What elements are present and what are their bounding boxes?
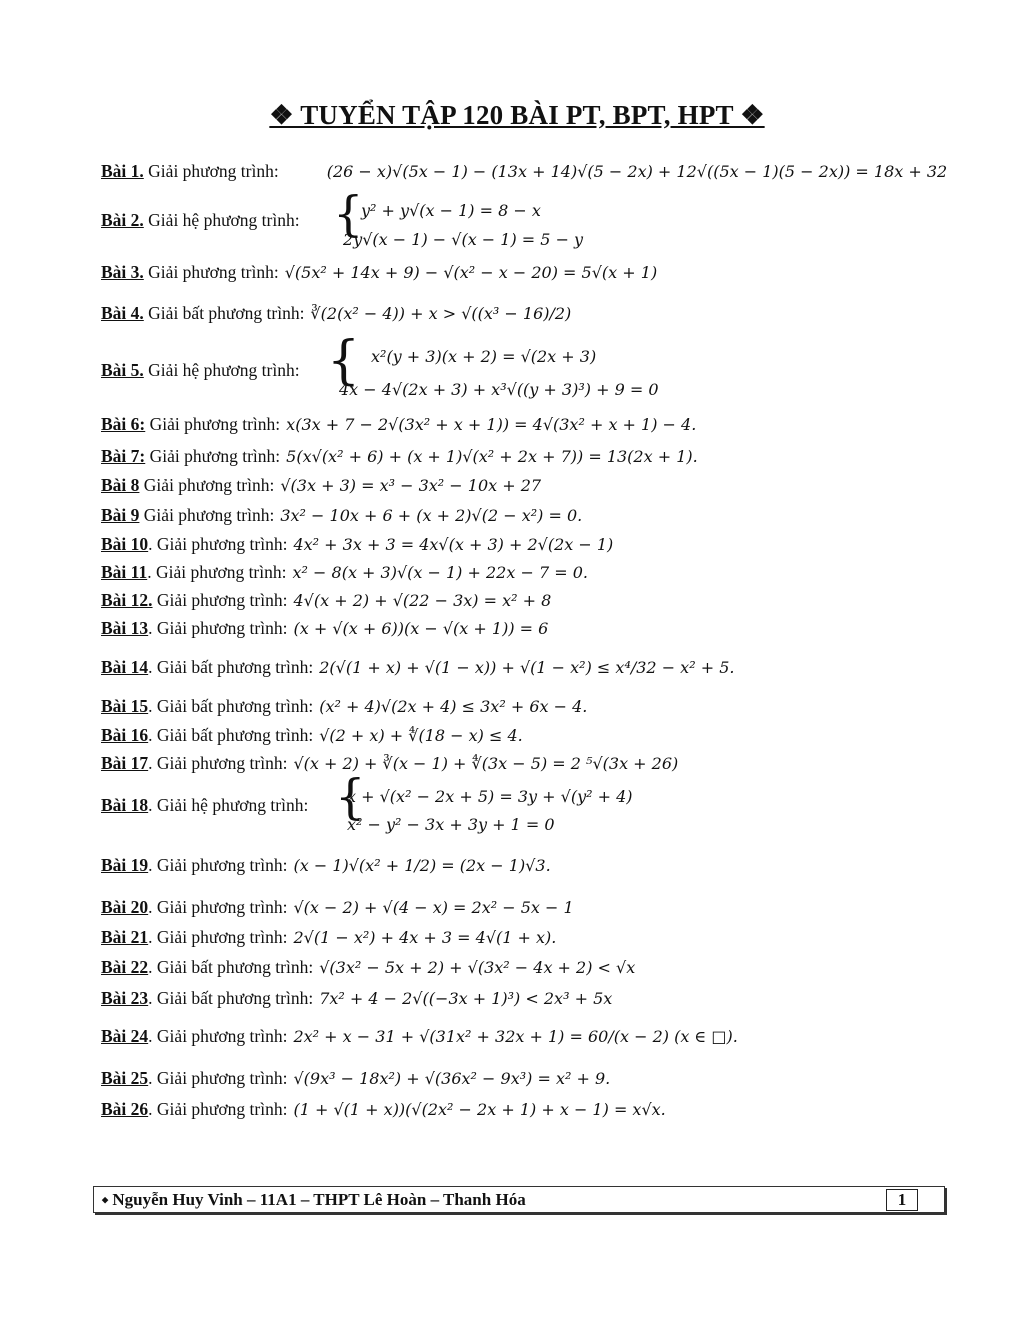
- problem-label: Bài 7:: [101, 446, 146, 466]
- problem-expression: 7x² + 4 − 2√((−3x + 1)³) < 2x³ + 5x: [319, 989, 613, 1008]
- system-line-1: x + √(x² − 2x + 5) = 3y + √(y² + 4): [347, 787, 633, 806]
- problem-expression: √(x + 2) + ∛(x − 1) + ∜(3x − 5) = 2 ⁵√(3x + 26): [293, 754, 679, 773]
- problem-expression: 2x² + x − 31 + √(31x² + 32x + 1) = 60/(x − 2) (x ∈ □).: [293, 1027, 738, 1046]
- problem-25: [101, 1070, 610, 1088]
- problem-prefix: . Giải phương trình:: [148, 1099, 288, 1119]
- problem-prefix: . Giải phương trình:: [148, 897, 288, 917]
- problem-expression: √(5x² + 14x + 9) − √(x² − x − 20) = 5√(x + 1): [284, 263, 658, 282]
- problem-prefix: . Giải phương trình:: [148, 534, 288, 554]
- problem-16: [101, 727, 523, 745]
- problem-expression: √(3x² − 5x + 2) + √(3x² − 4x + 2) < √x: [319, 958, 636, 977]
- problem-3: [101, 264, 657, 282]
- problem-prefix: . Giải phương trình:: [148, 1068, 288, 1088]
- problem-label: Bài 2.: [101, 210, 144, 230]
- problem-prefix: . Giải phương trình:: [148, 927, 288, 947]
- problem-label: Bài 15: [101, 696, 149, 716]
- problem-expression: 5(x√(x² + 6) + (x + 1)√(x² + 2x + 7)) = 13(2x + 1).: [286, 447, 698, 466]
- problem-label: Bài 12.: [101, 590, 153, 610]
- problem-label: Bài 19: [101, 855, 149, 875]
- problem-6: [101, 416, 696, 434]
- problem-label: Bài 24: [101, 1026, 149, 1046]
- problem-11: [101, 564, 588, 582]
- problem-prefix: . Giải bất phương trình:: [148, 957, 314, 977]
- problem-label: Bài 26: [101, 1099, 149, 1119]
- problem-prefix: Giải phương trình:: [139, 475, 275, 495]
- problem-17: [101, 755, 678, 773]
- problem-label: Bài 3.: [101, 262, 144, 282]
- problem-10: [101, 536, 613, 554]
- problem-expression: 4x² + 3x + 3 = 4x√(x + 3) + 2√(2x − 1): [293, 535, 614, 554]
- problem-prefix: . Giải phương trình:: [148, 618, 288, 638]
- problem-13: [101, 620, 548, 638]
- problem-24: [101, 1028, 738, 1046]
- problem-9: [101, 507, 582, 525]
- problem-prefix: . Giải hệ phương trình:: [148, 795, 309, 815]
- system-line-2: x² − y² − 3x + 3y + 1 = 0: [347, 815, 555, 834]
- problem-expression: 2√(1 − x²) + 4x + 3 = 4√(1 + x).: [293, 928, 557, 947]
- page-footer: [93, 1186, 945, 1213]
- problem-expression: (26 − x)√(5x − 1) − (13x + 14)√(5 − 2x) + 12√((5x − 1)(5 − 2x)) = 18x + 32: [326, 162, 948, 181]
- problem-18-system: [335, 769, 635, 835]
- problem-expression: 2(√(1 + x) + √(1 − x)) + √(1 − x²) ≤ x⁴/32 − x² + 5.: [319, 658, 735, 677]
- problem-label: Bài 10: [101, 534, 149, 554]
- problem-label: Bài 8: [101, 475, 140, 495]
- problem-prefix: Giải phương trình:: [145, 446, 281, 466]
- system-line-1: x²(y + 3)(x + 2) = √(2x + 3): [371, 347, 597, 366]
- problem-prefix: . Giải phương trình:: [148, 753, 288, 773]
- problem-7: [101, 448, 698, 466]
- problem-18: [101, 797, 308, 815]
- footer-author: ⬩ Nguyễn Huy Vinh – 11A1 – THPT Lê Hoàn – Thanh Hóa: [102, 1190, 526, 1209]
- left-brace: {: [327, 331, 361, 391]
- problem-5: [101, 362, 300, 380]
- problem-prefix: Giải hệ phương trình:: [143, 360, 300, 380]
- problem-prefix: . Giải phương trình:: [147, 562, 287, 582]
- problem-label: Bài 18: [101, 795, 149, 815]
- problem-expression: 4√(x + 2) + √(22 − 3x) = x² + 8: [293, 591, 552, 610]
- problem-prefix: . Giải bất phương trình:: [148, 725, 314, 745]
- problem-prefix: Giải phương trình:: [143, 262, 279, 282]
- problem-expression: ∛(2(x² − 4)) + x > √((x³ − 16)/2): [310, 304, 572, 323]
- problem-1: [101, 163, 947, 181]
- problem-expression: (x − 1)√(x² + 1/2) = (2x − 1)√3.: [293, 856, 551, 875]
- problem-label: Bài 14: [101, 657, 149, 677]
- problem-prefix: Giải phương trình:: [152, 590, 288, 610]
- problem-prefix: . Giải bất phương trình:: [148, 696, 314, 716]
- problem-label: Bài 9: [101, 505, 140, 525]
- problem-label: Bài 16: [101, 725, 149, 745]
- problem-prefix: . Giải phương trình:: [148, 855, 288, 875]
- problem-prefix: Giải phương trình:: [143, 161, 279, 181]
- problem-expression: √(x − 2) + √(4 − x) = 2x² − 5x − 1: [293, 898, 574, 917]
- page-number: 1: [886, 1189, 918, 1211]
- problem-4: [101, 305, 571, 323]
- problem-26: [101, 1101, 666, 1119]
- problem-prefix: Giải phương trình:: [139, 505, 275, 525]
- problem-label: Bài 4.: [101, 303, 144, 323]
- problem-label: Bài 20: [101, 897, 149, 917]
- problem-label: Bài 5.: [101, 360, 144, 380]
- problem-23: [101, 990, 612, 1008]
- problem-expression: √(2 + x) + ∜(18 − x) ≤ 4.: [319, 726, 523, 745]
- problem-expression: x(3x + 7 − 2√(3x² + x + 1)) = 4√(3x² + x + 1) − 4.: [286, 415, 697, 434]
- problem-expression: (x + √(x + 6))(x − √(x + 1)) = 6: [293, 619, 549, 638]
- problem-20: [101, 899, 574, 917]
- problem-label: Bài 21: [101, 927, 149, 947]
- problem-expression: x² − 8(x + 3)√(x − 1) + 22x − 7 = 0.: [292, 563, 588, 582]
- problem-19: [101, 857, 551, 875]
- problem-2-system: [333, 186, 633, 252]
- system-line-2: 2y√(x − 1) − √(x − 1) = 5 − y: [343, 230, 584, 249]
- problem-prefix: Giải phương trình:: [145, 414, 281, 434]
- left-brace: {: [335, 769, 366, 825]
- system-line-1: y² + y√(x − 1) = 8 − x: [361, 201, 541, 220]
- problem-expression: √(3x + 3) = x³ − 3x² − 10x + 27: [280, 476, 542, 495]
- problem-prefix: . Giải phương trình:: [148, 1026, 288, 1046]
- problem-prefix: Giải bất phương trình:: [143, 303, 305, 323]
- problem-label: Bài 25: [101, 1068, 149, 1088]
- problem-prefix: . Giải bất phương trình:: [148, 657, 314, 677]
- problem-2: [101, 212, 300, 230]
- problem-15: [101, 698, 587, 716]
- problem-expression: (x² + 4)√(2x + 4) ≤ 3x² + 6x − 4.: [319, 697, 588, 716]
- problem-21: [101, 929, 556, 947]
- page-title: ❖ TUYỂN TẬP 120 BÀI PT, BPT, HPT ❖: [269, 100, 765, 130]
- problem-14: [101, 659, 734, 677]
- problem-22: [101, 959, 635, 977]
- problem-label: Bài 11: [101, 562, 148, 582]
- problem-label: Bài 22: [101, 957, 149, 977]
- problem-label: Bài 13: [101, 618, 149, 638]
- problem-5-system: [327, 331, 659, 401]
- problem-label: Bài 17: [101, 753, 149, 773]
- problem-prefix: Giải hệ phương trình:: [143, 210, 300, 230]
- problem-label: Bài 6:: [101, 414, 146, 434]
- system-line-2: 4x − 4√(2x + 3) + x³√((y + 3)³) + 9 = 0: [339, 380, 659, 399]
- problem-prefix: . Giải bất phương trình:: [148, 988, 314, 1008]
- problem-label: Bài 1.: [101, 161, 144, 181]
- problem-label: Bài 23: [101, 988, 149, 1008]
- problem-expression: √(9x³ − 18x²) + √(36x² − 9x³) = x² + 9.: [293, 1069, 611, 1088]
- left-brace: {: [333, 186, 364, 242]
- problem-8: [101, 477, 541, 495]
- problem-12: [101, 592, 551, 610]
- problem-expression: (1 + √(1 + x))(√(2x² − 2x + 1) + x − 1) = x√x.: [293, 1100, 666, 1119]
- problem-expression: 3x² − 10x + 6 + (x + 2)√(2 − x²) = 0.: [280, 506, 583, 525]
